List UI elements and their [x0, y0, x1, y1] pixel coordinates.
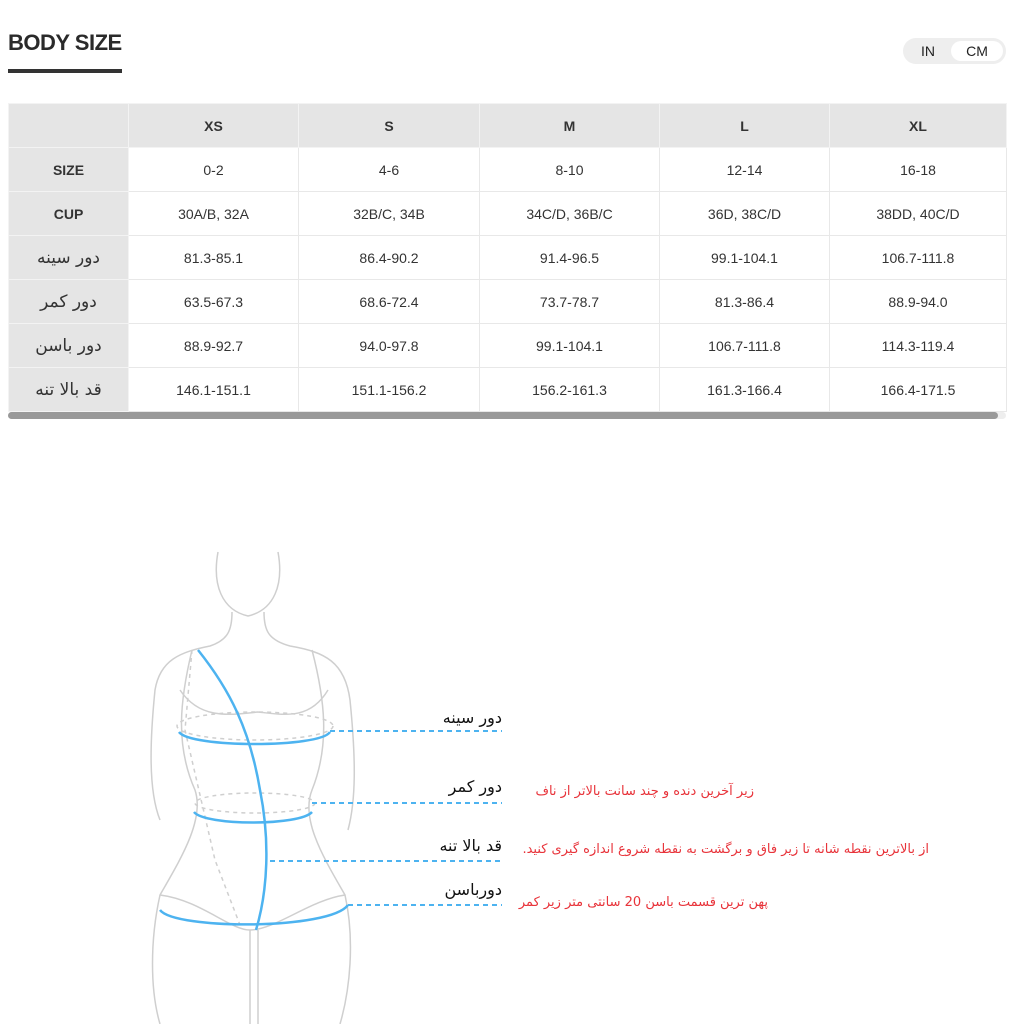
- torso-label: قد بالا تنه: [439, 836, 502, 855]
- row-label: SIZE: [9, 148, 129, 192]
- table-cell: 114.3-119.4: [830, 324, 1007, 368]
- table-cell: 106.7-111.8: [830, 236, 1007, 280]
- table-cell: 63.5-67.3: [129, 280, 299, 324]
- table-cell: 16-18: [830, 148, 1007, 192]
- table-row: [9, 236, 1007, 280]
- column-header: XL: [830, 104, 1007, 148]
- page-title: BODY SIZE: [8, 30, 122, 55]
- table-cell: 73.7-78.7: [480, 280, 660, 324]
- row-label: قد بالا تنه: [9, 368, 129, 412]
- scrollbar-thumb[interactable]: [8, 412, 998, 419]
- table-cell: 88.9-94.0: [830, 280, 1007, 324]
- table-cell: 0-2: [129, 148, 299, 192]
- table-cell: 4-6: [299, 148, 480, 192]
- hip-label: دورباسن: [444, 880, 502, 899]
- horizontal-scrollbar[interactable]: [8, 412, 1006, 419]
- table-cell: 12-14: [660, 148, 830, 192]
- table-cell: 166.4-171.5: [830, 368, 1007, 412]
- table-row: [9, 368, 1007, 412]
- torso-note: از بالاترین نقطه شانه تا زیر فاق و برگشت به نقطه شروع اندازه گیری کنید.: [522, 842, 929, 857]
- size-table: [8, 103, 1007, 412]
- table-row: [9, 148, 1007, 192]
- bust-label: دور سینه: [442, 708, 502, 727]
- column-header: [9, 104, 129, 148]
- waist-label: دور کمر: [448, 777, 502, 796]
- table-row: [9, 192, 1007, 236]
- table-cell: 146.1-151.1: [129, 368, 299, 412]
- table-cell: 91.4-96.5: [480, 236, 660, 280]
- table-cell: 32B/C, 34B: [299, 192, 480, 236]
- hip-note: پهن ترین قسمت باسن 20 سانتی متر زیر کمر: [518, 895, 768, 910]
- table-cell: 156.2-161.3: [480, 368, 660, 412]
- table-cell: 81.3-85.1: [129, 236, 299, 280]
- guide-dashes: [177, 650, 333, 925]
- table-cell: 34C/D, 36B/C: [480, 192, 660, 236]
- table-cell: 68.6-72.4: [299, 280, 480, 324]
- table-row: [9, 324, 1007, 368]
- column-header: L: [660, 104, 830, 148]
- row-label: دور کمر: [9, 280, 129, 324]
- table-cell: 38DD, 40C/D: [830, 192, 1007, 236]
- unit-cm-option[interactable]: CM: [951, 41, 1003, 61]
- row-label: دور باسن: [9, 324, 129, 368]
- row-label: CUP: [9, 192, 129, 236]
- body-outline: [151, 552, 354, 1024]
- table-cell: 94.0-97.8: [299, 324, 480, 368]
- unit-toggle[interactable]: [903, 38, 1006, 64]
- table-cell: 88.9-92.7: [129, 324, 299, 368]
- title-underline: [8, 69, 122, 73]
- column-header: M: [480, 104, 660, 148]
- table-cell: 30A/B, 32A: [129, 192, 299, 236]
- leader-lines: [270, 731, 502, 905]
- table-cell: 81.3-86.4: [660, 280, 830, 324]
- column-header: S: [299, 104, 480, 148]
- table-cell: 161.3-166.4: [660, 368, 830, 412]
- unit-in-option[interactable]: IN: [921, 43, 935, 59]
- column-header: XS: [129, 104, 299, 148]
- row-label: دور سینه: [9, 236, 129, 280]
- table-cell: 8-10: [480, 148, 660, 192]
- table-header-row: [9, 104, 1007, 148]
- table-cell: 99.1-104.1: [480, 324, 660, 368]
- table-cell: 36D, 38C/D: [660, 192, 830, 236]
- table-cell: 99.1-104.1: [660, 236, 830, 280]
- table-cell: 86.4-90.2: [299, 236, 480, 280]
- table-cell: 106.7-111.8: [660, 324, 830, 368]
- table-row: [9, 280, 1007, 324]
- table-cell: 151.1-156.2: [299, 368, 480, 412]
- waist-note: زیر آخرین دنده و چند سانت بالاتر از ناف: [535, 784, 754, 799]
